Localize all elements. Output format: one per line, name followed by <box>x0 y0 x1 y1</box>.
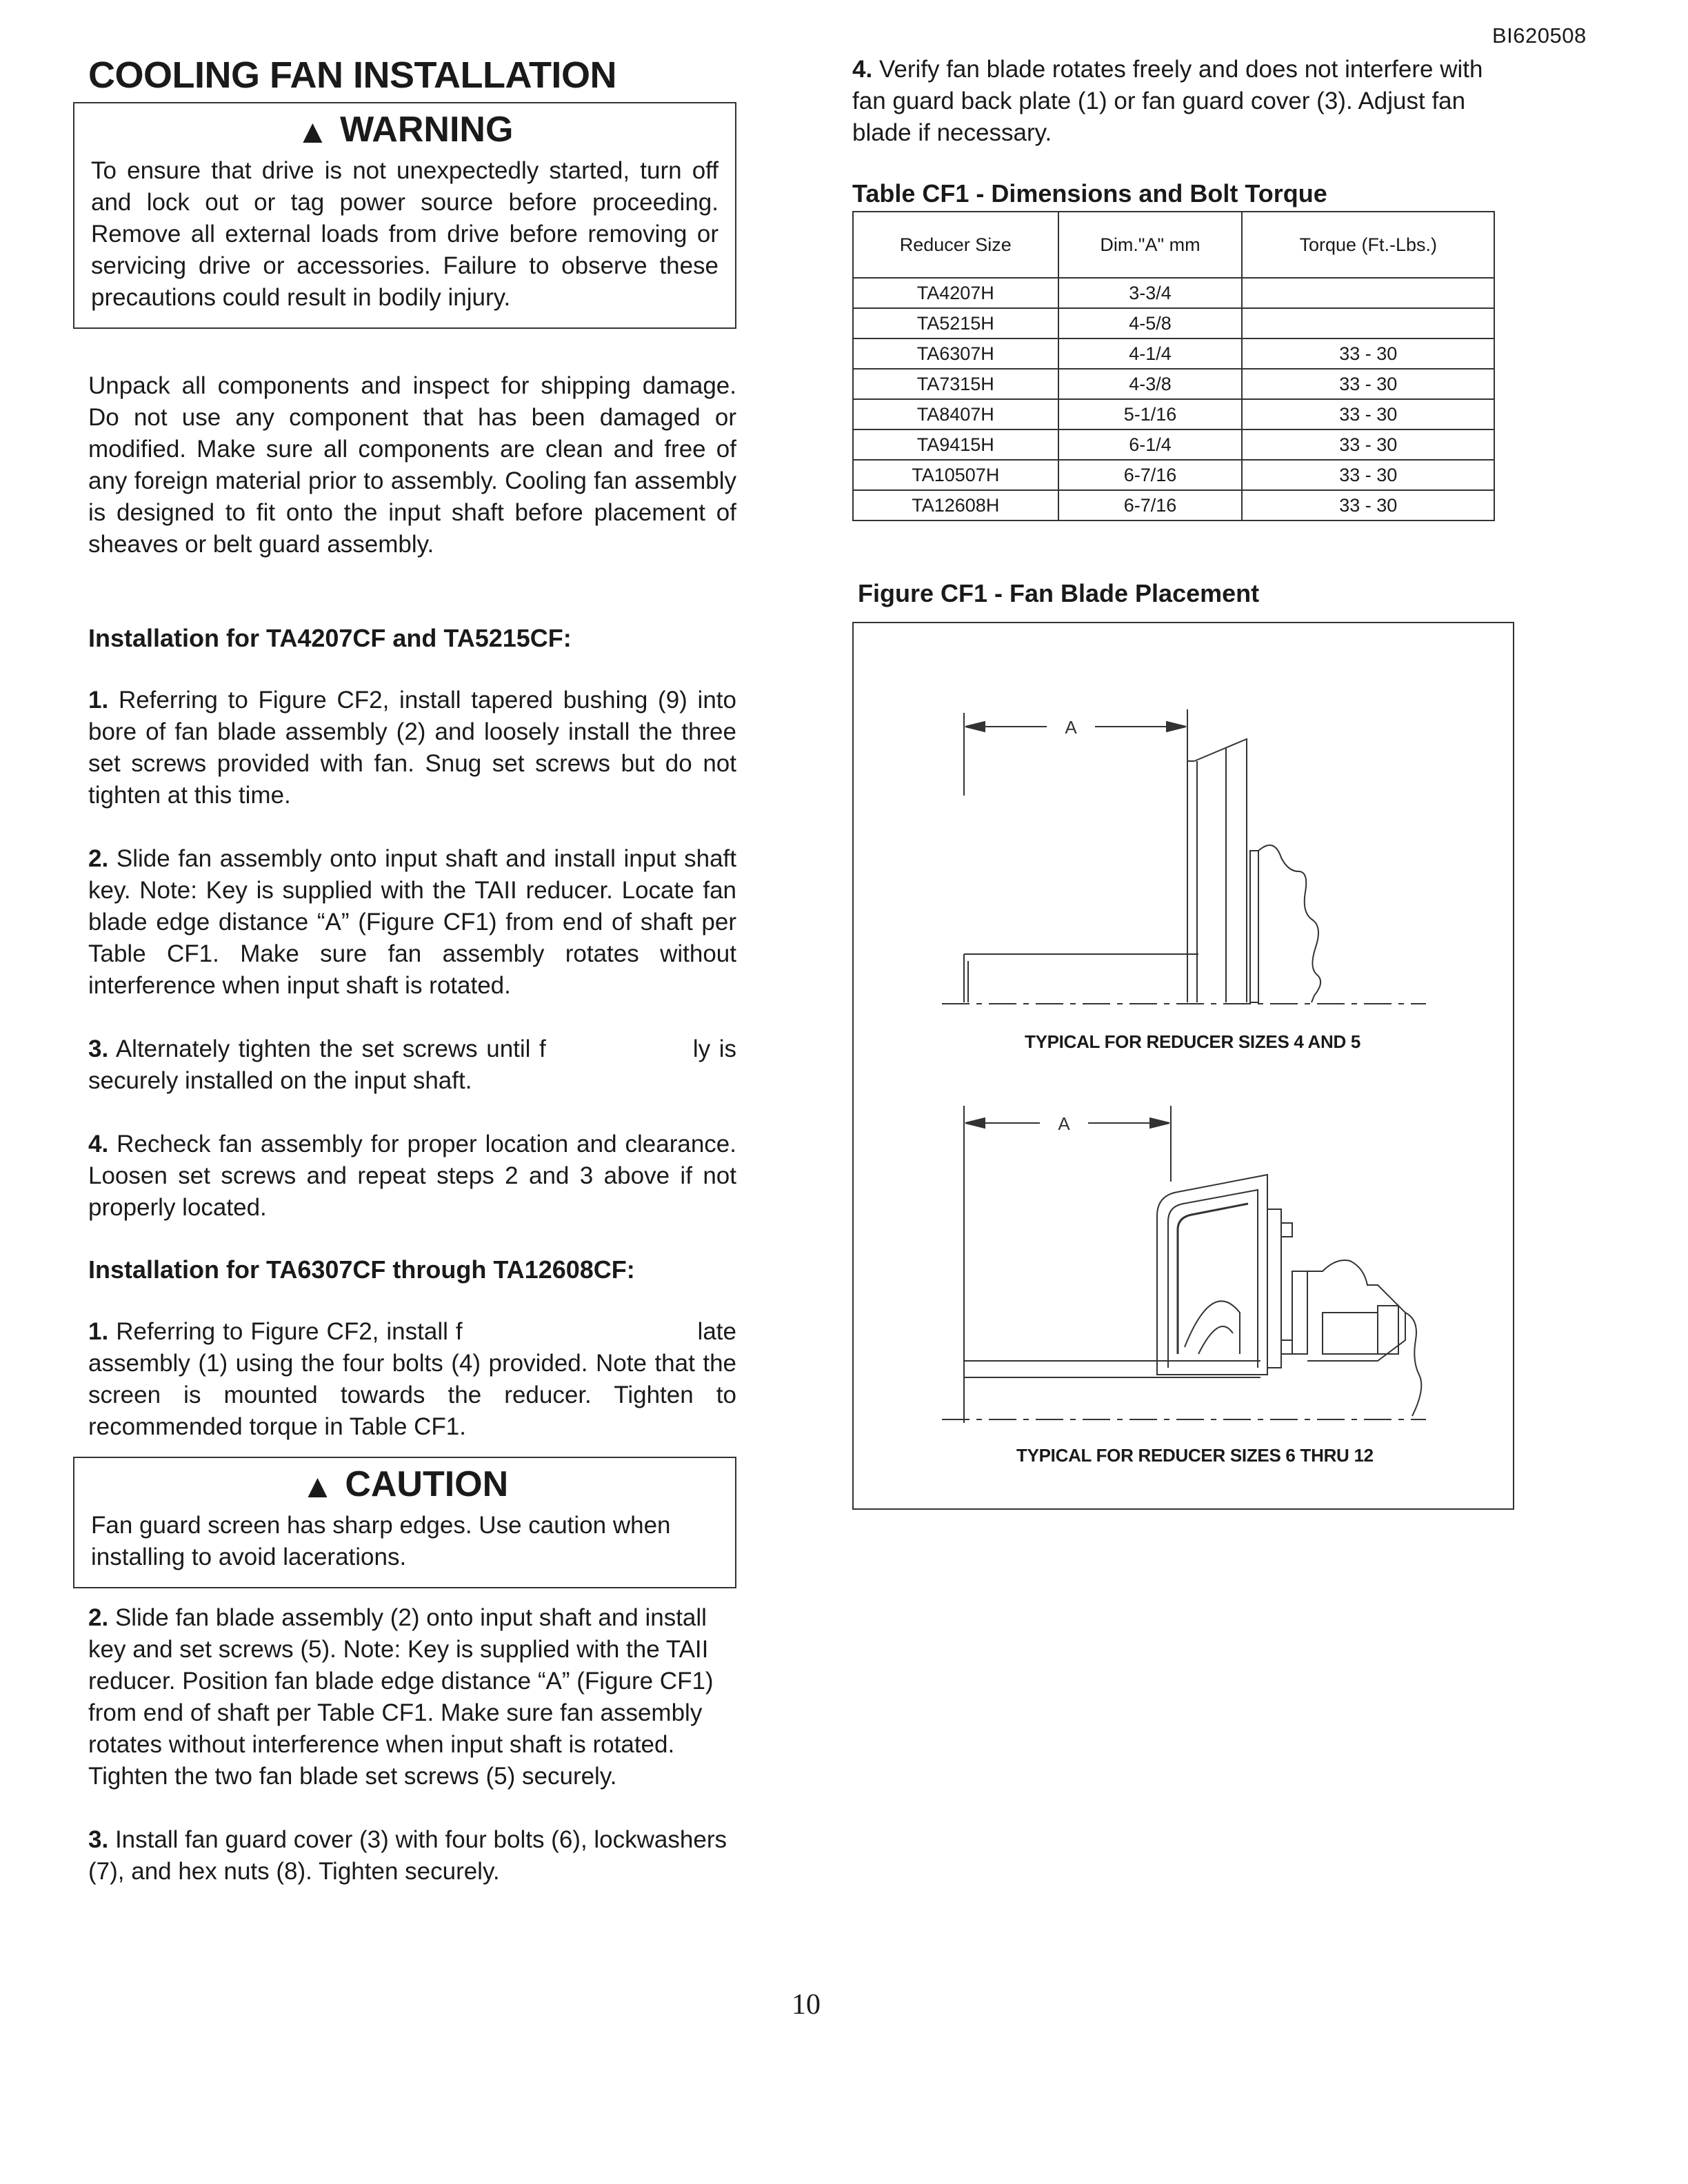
left-column <box>88 54 743 1888</box>
table-row: TA5215H 4-5/8 <box>853 308 1494 338</box>
warning-title: WARNING <box>340 110 514 150</box>
warning-title-row <box>91 109 719 151</box>
header-dim-a: Dim."A" mm <box>1058 212 1243 278</box>
caution-title: CAUTION <box>345 1464 509 1504</box>
intro-paragraph: Unpack all components and inspect for shipping damage. Do not use any component that has been damaged or modified. Make sure all components are clean and free of any foreign material prior to assembly. Cooling fan assembly is designed to fit onto the input shaft before placement of sheaves or belt guard assembly. <box>88 372 736 558</box>
table-row: TA6307H 4-1/4 33 - 30 <box>853 338 1494 369</box>
dim-arrow-left <box>965 722 985 731</box>
caption-bottom: TYPICAL FOR REDUCER SIZES 6 THRU 12 <box>1016 1445 1374 1466</box>
table-row: TA10507H 6-7/16 33 - 30 <box>853 460 1494 490</box>
bottom-drawing <box>942 1106 1426 1423</box>
figure-title: Figure CF1 - Fan Blade Placement <box>858 579 1260 607</box>
table-row: TA9415H 6-1/4 33 - 30 <box>853 429 1494 460</box>
fan-guard-housing <box>1157 1175 1267 1375</box>
section1-step-3: 3. Alternately tighten the set screws until f ly is securely installed on the input shaft. <box>88 1035 743 1094</box>
section2-step-4: 4. Verify fan blade rotates freely and does not interfere with fan guard back plate (1) or fan guard cover (3). Adjust fan blade if necessary. <box>852 56 1483 146</box>
dim-label-bottom: A <box>1058 1113 1070 1134</box>
caution-title-row <box>91 1464 719 1506</box>
dim-label-top: A <box>1065 717 1077 738</box>
section1-step-4: 4. Recheck fan assembly for proper location and clearance. Loosen set screws and repeat steps 2 and 3 above if not properly located. <box>88 1131 736 1221</box>
reducer-outline <box>1258 845 1320 1002</box>
section1-step-1: 1. Referring to Figure CF2, install tapered bushing (9) into bore of fan blade assembly (2) and loosely install the three set screws provided with fan. Snug set screws but do not tighten at this time. <box>88 687 736 809</box>
top-drawing <box>942 709 1426 1004</box>
fan-hub <box>1250 851 1258 1002</box>
section1-step-2: 2. Slide fan assembly onto input shaft and install input shaft key. Note: Key is supplied with the TAII reducer. Locate fan blade edge distance “A” (Figure CF1) from end of shaft per Table CF1. Make sure fan assembly rotates without interference when input shaft is rotated. <box>88 845 736 999</box>
table-header-row <box>853 212 1494 278</box>
warning-box <box>73 102 736 329</box>
figure-fan-blade-placement <box>852 622 1514 1510</box>
caution-triangle-icon: ▲ <box>301 1468 334 1505</box>
section2-step-2: 2. Slide fan blade assembly (2) onto input shaft and install key and set screws (5). Note: Key is supplied with the TAII reducer. Position fan blade edge distance “A” (Figure CF1) from end of shaft per Table CF1. Make sure fan assembly rotates without interference when input shaft is rotated. Tighten the two fan blade set screws (5) securely. <box>88 1604 714 1790</box>
page-number: 10 <box>792 1989 821 2021</box>
header-torque: Torque (Ft.-Lbs.) <box>1242 212 1494 278</box>
table-row: TA12608H 6-7/16 33 - 30 <box>853 490 1494 520</box>
fan-placement-drawing <box>854 623 1513 1508</box>
section2-step-1: 1. Referring to Figure CF2, install f late assembly (1) using the four bolts (4) provided. Note that the screen is mounted towards the reducer. Tighten to recommended torque in Table CF1. <box>88 1318 743 1440</box>
dim2-arrow-left <box>965 1118 985 1128</box>
caption-top: TYPICAL FOR REDUCER SIZES 4 AND 5 <box>1025 1031 1361 1052</box>
back-plate <box>1267 1209 1281 1368</box>
dim-arrow-right <box>1167 722 1186 731</box>
table-row: TA7315H 4-3/8 33 - 30 <box>853 369 1494 399</box>
header-reducer-size: Reducer Size <box>853 212 1058 278</box>
fan-blade-2 <box>1185 1301 1240 1354</box>
right-column <box>852 54 1507 1510</box>
caution-box <box>73 1457 736 1588</box>
fan-blade <box>1194 739 1247 1002</box>
table-row: TA8407H 5-1/16 33 - 30 <box>853 399 1494 429</box>
warning-text: To ensure that drive is not unexpectedly started, turn off and lock out or tag power source before proceeding. Remove all external loads from drive before removing or servicing drive or accessories. Failure to observe these precautions could result in bodily injury. <box>91 157 719 311</box>
section1-title: Installation for TA4207CF and TA5215CF: <box>88 624 572 652</box>
caution-text: Fan guard screen has sharp edges. Use caution when installing to avoid lacerations. <box>91 1512 671 1570</box>
document-id: BI620508 <box>1492 23 1587 48</box>
warning-triangle-icon: ▲ <box>296 114 330 150</box>
table-title: Table CF1 - Dimensions and Bolt Torque <box>852 179 1327 208</box>
reducer-outline-2 <box>1405 1313 1421 1416</box>
page-heading: COOLING FAN INSTALLATION <box>88 54 616 96</box>
section2-title: Installation for TA6307CF through TA12608CF: <box>88 1255 635 1284</box>
dim2-arrow-right <box>1150 1118 1169 1128</box>
table-row: TA4207H 3-3/4 <box>853 278 1494 308</box>
section2-step-3: 3. Install fan guard cover (3) with four bolts (6), lockwashers (7), and hex nuts (8). Tighten securely. <box>88 1826 727 1885</box>
dimensions-table <box>852 211 1495 521</box>
